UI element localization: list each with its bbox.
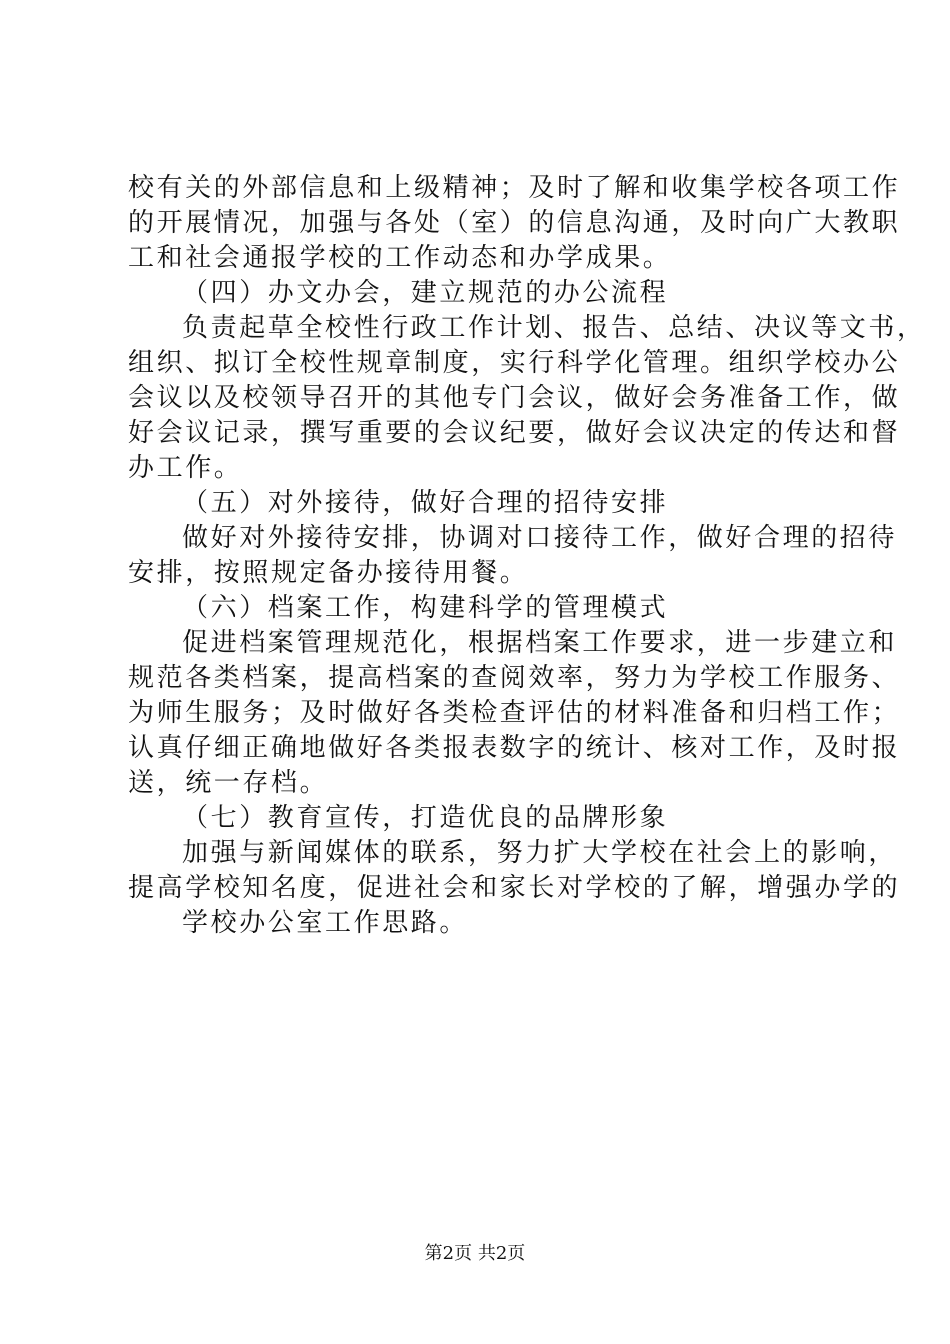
body-line: 负责起草全校性行政工作计划、报告、总结、决议等文书， [182, 313, 926, 343]
section-heading: （七）教育宣传，打造优良的品牌形象 [182, 803, 669, 833]
section-heading: （六）档案工作，构建科学的管理模式 [182, 593, 669, 623]
body-line: 为师生服务；及时做好各类检查评估的材料准备和归档工作； [128, 698, 901, 728]
page-number-footer: 第2页 共2页 [424, 1243, 526, 1264]
body-line: 促进档案管理规范化，根据档案工作要求，进一步建立和 [182, 628, 898, 658]
body-line: 会议以及校领导召开的其他专门会议，做好会务准备工作，做 [128, 383, 901, 413]
body-line: 加强与新闻媒体的联系，努力扩大学校在社会上的影响， [182, 838, 898, 868]
body-line: 规范各类档案，提高档案的查阅效率，努力为学校工作服务、 [128, 663, 901, 693]
body-line: 做好对外接待安排，协调对口接待工作，做好合理的招待 [182, 523, 898, 553]
body-line: 的开展情况，加强与各处（室）的信息沟通，及时向广大教职 [128, 208, 901, 238]
body-line: 安排，按照规定备办接待用餐。 [128, 558, 529, 588]
body-line: 工和社会通报学校的工作动态和办学成果。 [128, 243, 672, 273]
body-line: 校有关的外部信息和上级精神；及时了解和收集学校各项工作 [128, 173, 901, 203]
section-heading: （四）办文办会，建立规范的办公流程 [182, 278, 669, 308]
body-line: 办工作。 [128, 453, 243, 483]
body-line: 认真仔细正确地做好各类报表数字的统计、核对工作，及时报 [128, 733, 901, 763]
body-line: 学校办公室工作思路。 [182, 908, 469, 938]
body-line: 组织、拟订全校性规章制度，实行科学化管理。组织学校办公 [128, 348, 901, 378]
section-heading: （五）对外接待，做好合理的招待安排 [182, 488, 669, 518]
body-line: 提高学校知名度，促进社会和家长对学校的了解，增强办学的 [128, 873, 901, 903]
body-line: 送，统一存档。 [128, 768, 329, 798]
body-line: 好会议记录，撰写重要的会议纪要，做好会议决定的传达和督 [128, 418, 901, 448]
